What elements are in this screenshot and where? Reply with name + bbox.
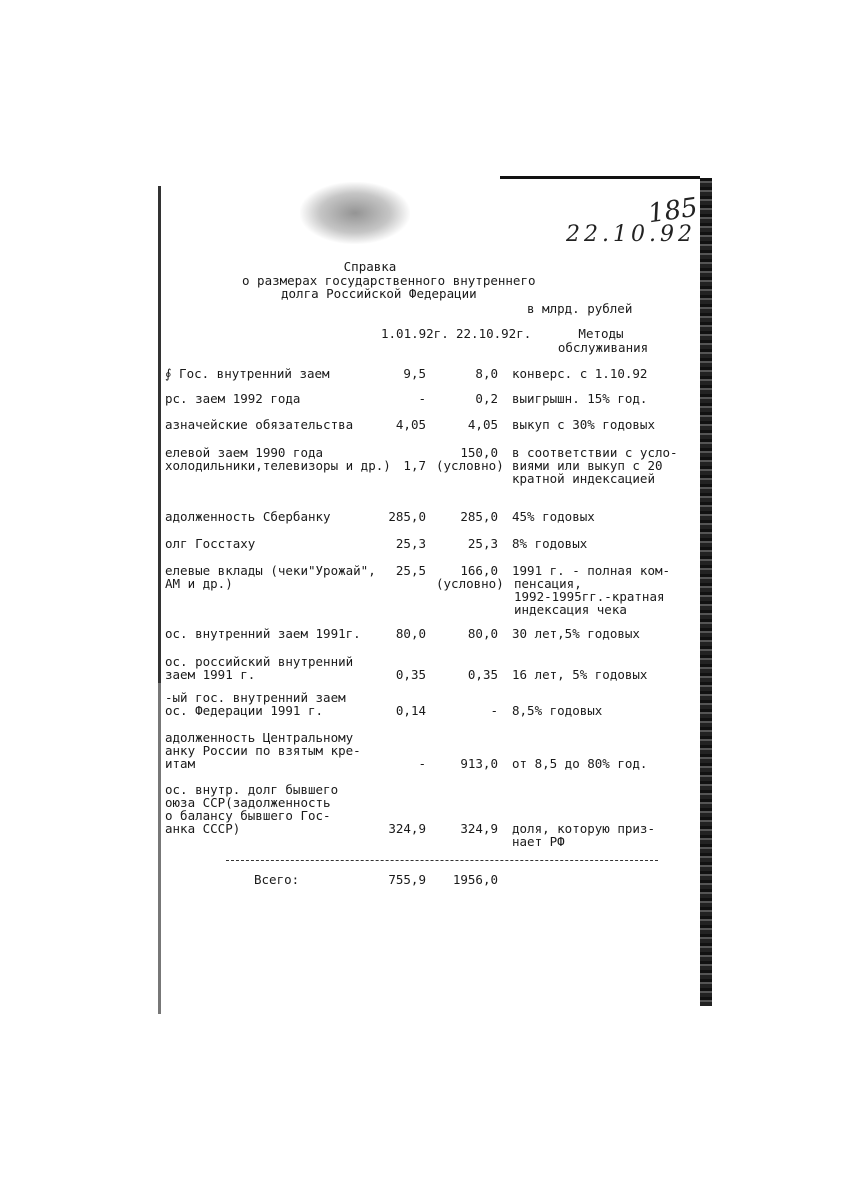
- row-10-service-method-line: 8,5% годовых: [512, 703, 603, 718]
- row-10-value-1992-10: -: [490, 703, 498, 718]
- scan-edge-left: [158, 186, 161, 1014]
- row-9-name-line: ос. российский внутренний: [165, 654, 354, 669]
- row-9-value-1992-10: 0,35: [467, 667, 498, 682]
- document-subtitle-line1: о размерах государственного внутреннего: [242, 273, 536, 288]
- row-3-value-1992-01: 4,05: [395, 417, 426, 432]
- row-11-name-line: адолженность Центральному: [165, 730, 354, 745]
- row-8-value-1992-01: 80,0: [395, 626, 426, 641]
- row-2-name-line: рс. заем 1992 года: [165, 391, 301, 406]
- row-7-service-method-line: 1992-1995гг.-кратная: [514, 589, 665, 604]
- column-header-1: 1.01.92г.: [381, 326, 449, 341]
- row-3-service-method-line: выкуп с 30% годовых: [512, 417, 655, 432]
- row-7-value-1992-01: 25,5: [395, 563, 426, 578]
- scan-edge-right: [700, 178, 712, 1006]
- row-6-value-1992-10: 25,3: [467, 536, 498, 551]
- row-6-name-line: олг Госстаху: [165, 536, 256, 551]
- row-12-service-method-line: доля, которую приз-: [512, 821, 655, 836]
- row-1-service-method-line: конверс. с 1.10.92: [512, 366, 648, 381]
- row-10-name-line: ос. Федерации 1991 г.: [165, 703, 324, 718]
- total-value-1: 755,9: [388, 872, 426, 887]
- row-5-value-1992-10: 285,0: [460, 509, 498, 524]
- unit-label: в млрд. рублей: [527, 301, 633, 316]
- row-11-value-1992-01: -: [418, 756, 426, 771]
- row-1-value-1992-10: 8,0: [475, 366, 498, 381]
- row-3-name-line: азначейские обязательства: [165, 417, 354, 432]
- row-5-value-1992-01: 285,0: [388, 509, 426, 524]
- stamp-smudge: [300, 182, 410, 244]
- row-12-name-line: о балансу бывшего Гос-: [165, 808, 331, 823]
- row-11-name-line: итам: [165, 756, 196, 771]
- row-9-value-1992-01: 0,35: [395, 667, 426, 682]
- row-2-service-method-line: выигрышн. 15% год.: [512, 391, 648, 406]
- row-7-name-line: елевые вклады (чеки"Урожай",: [165, 563, 376, 578]
- row-1-name-line: ∮ Гос. внутренний заем: [165, 366, 330, 381]
- row-7-value-1992-10: (условно): [436, 576, 504, 591]
- row-4-value-1992-10: (условно): [436, 458, 504, 473]
- row-10-value-1992-01: 0,14: [395, 703, 426, 718]
- row-7-value-1992-10: 166,0: [460, 563, 498, 578]
- row-11-value-1992-10: 913,0: [460, 756, 498, 771]
- document-title: Справка: [343, 259, 397, 274]
- row-1-value-1992-01: 9,5: [403, 366, 426, 381]
- row-6-value-1992-01: 25,3: [395, 536, 426, 551]
- total-value-2: 1956,0: [452, 872, 498, 887]
- row-8-value-1992-10: 80,0: [467, 626, 498, 641]
- row-11-name-line: анку России по взятым кре-: [165, 743, 361, 758]
- row-7-service-method-line: 1991 г. - полная ком-: [512, 563, 671, 578]
- row-2-value-1992-01: -: [418, 391, 426, 406]
- row-8-name-line: ос. внутренний заем 1991г.: [165, 626, 361, 641]
- handwritten-date: 22.10.92: [566, 222, 696, 247]
- row-11-service-method-line: от 8,5 до 80% год.: [512, 756, 648, 771]
- row-10-name-line: -ый гос. внутренний заем: [165, 690, 346, 705]
- row-7-service-method-line: индексация чека: [514, 602, 627, 617]
- column-header-2: 22.10.92г.: [456, 326, 532, 341]
- table-divider: [226, 860, 658, 861]
- document-subtitle-line2: долга Российской Федерации: [281, 286, 477, 301]
- row-4-name-line: холодильники,телевизоры и др.): [165, 458, 391, 473]
- row-7-service-method-line: пенсация,: [514, 576, 582, 591]
- row-4-service-method-line: виями или выкуп с 20: [512, 458, 663, 473]
- row-2-value-1992-10: 0,2: [475, 391, 498, 406]
- row-12-name-line: анка СССР): [165, 821, 241, 836]
- row-3-value-1992-10: 4,05: [467, 417, 498, 432]
- row-12-value-1992-10: 324,9: [460, 821, 498, 836]
- row-5-name-line: адолженность Сбербанку: [165, 509, 331, 524]
- row-8-service-method-line: 30 лет,5% годовых: [512, 626, 640, 641]
- row-4-service-method-line: в соответствии с усло-: [512, 445, 678, 460]
- row-6-service-method-line: 8% годовых: [512, 536, 588, 551]
- row-4-value-1992-01: 1,7: [403, 458, 426, 473]
- row-5-service-method-line: 45% годовых: [512, 509, 595, 524]
- scan-edge-top: [500, 176, 700, 179]
- row-4-service-method-line: кратной индексацией: [512, 471, 655, 486]
- row-7-name-line: АМ и др.): [165, 576, 233, 591]
- handwritten-page-number: 185: [646, 192, 700, 230]
- row-4-value-1992-10: 150,0: [460, 445, 498, 460]
- row-4-name-line: елевой заем 1990 года: [165, 445, 324, 460]
- total-label: Всего:: [254, 872, 300, 887]
- row-9-name-line: заем 1991 г.: [165, 667, 256, 682]
- row-12-name-line: оюза ССР(задолженность: [165, 795, 331, 810]
- row-12-service-method-line: нает РФ: [512, 834, 565, 849]
- row-12-name-line: ос. внутр. долг бывшего: [165, 782, 339, 797]
- row-9-service-method-line: 16 лет, 5% годовых: [512, 667, 648, 682]
- column-header-3-line1: Методы: [578, 326, 624, 341]
- column-header-3-line2: обслуживания: [557, 340, 649, 355]
- row-12-value-1992-01: 324,9: [388, 821, 426, 836]
